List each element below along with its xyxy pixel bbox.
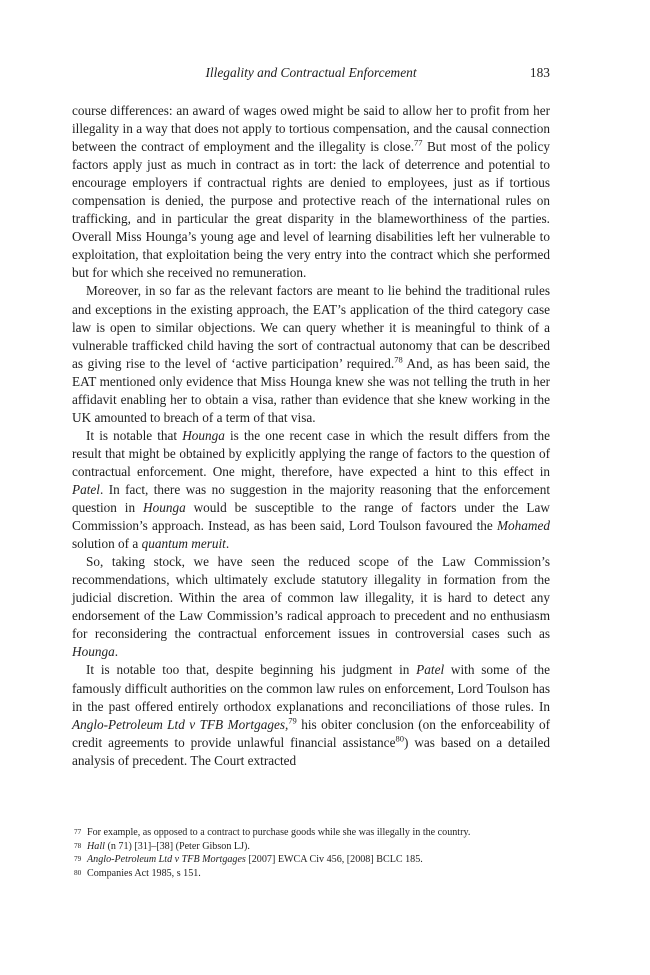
text-run: is the one recent case in which the result differs from the result that might be obtained by explicitly applying the range of factors to the question of contractual enforcement. One might, therefore, have expected a hint to this effect in <box>72 427 550 479</box>
text-run: his obiter conclusion (on the enforceability of credit agreements to provide unlawful financial assistance <box>72 716 550 750</box>
footnote <box>72 853 550 867</box>
italic-text: Anglo-Petroleum Ltd v TFB Mortgages <box>87 854 246 865</box>
italic-text: Hounga <box>143 500 186 516</box>
text-run: course differences: an award of wages owed might be said to allow her to profit from her illegality in a way that does not apply to tortious compensation, and the causal connection between the contract of employment and the illegality is close. <box>72 103 550 155</box>
text-run: , <box>284 716 289 732</box>
italic-text: Patel <box>72 481 100 497</box>
text-run: . <box>114 644 119 660</box>
text-run: But most of the policy factors apply just as much in contract as in tort: the lack of deterrence and potential to encourage employers if contractual rights are denied to employees, just as if tortious compensation is denied, the purpose and protective reach of the international rules on trafficking, and in particular the great disparity in the blameworthiness of the parties. Overall Miss Hounga’s young age and level of learning disabilities left her vulnerable to exploitation, that exploitation being the very entry into the contract which she performed but for which she received no remuneration. <box>72 139 550 281</box>
text-run: (n 71) [31]–[38] (Peter Gibson LJ). <box>104 840 250 852</box>
footnote <box>72 840 550 854</box>
footnotes <box>72 826 550 880</box>
italic-text: Hounga <box>72 644 115 660</box>
footnote-number: 78 <box>74 840 82 850</box>
footnote <box>72 826 550 840</box>
text-run: For example, as opposed to a contract to purchase goods while she was illegally in the country. <box>87 827 471 838</box>
footnote <box>72 867 550 881</box>
paragraph <box>72 553 550 661</box>
running-head-title: Illegality and Contractual Enforcement <box>205 65 417 80</box>
footnote-number: 80 <box>74 867 82 877</box>
footnote-reference: 80 <box>395 733 404 744</box>
text-run: Companies Act 1985, s 151. <box>87 867 201 879</box>
text-run: . <box>225 536 230 552</box>
body-text <box>72 102 550 770</box>
text-run: . In fact, there was no suggestion in the majority reasoning that the enforcement question in <box>72 481 550 516</box>
footnote-reference: 79 <box>288 715 297 726</box>
footnote-number: 77 <box>74 827 82 836</box>
running-head <box>72 65 550 85</box>
italic-text: Anglo-Petroleum Ltd v TFB Mortgages <box>72 716 285 732</box>
footnote-reference: 78 <box>394 354 403 365</box>
page-number: 183 <box>529 65 550 80</box>
italic-text: quantum meruit <box>141 536 226 552</box>
text-run: ) was based on a detailed analysis of precedent. The Court extracted <box>72 734 550 768</box>
footnote-reference: 77 <box>414 137 423 148</box>
italic-text: Hounga <box>182 427 225 443</box>
text-run: [2007] EWCA Civ 456, [2008] BCLC 185. <box>245 854 423 865</box>
footnote-number: 79 <box>74 854 82 863</box>
paragraph <box>72 661 550 769</box>
paragraph <box>72 282 550 426</box>
text-run: solution of a <box>72 536 142 552</box>
text-run: Moreover, in so far as the relevant factors are meant to lie behind the traditional rules and exceptions in the existing approach, the EAT’s application of the third category case law is open to similar objections. We can query whether it is meaningful to think of a vulnerable trafficked child having the sort of contractual autonomy that can be described as giving rise to the level of ‘active participation’ required. <box>72 283 550 371</box>
text-run: It is notable that <box>86 427 183 443</box>
text-run: It is notable too that, despite beginning his judgment in <box>86 662 417 678</box>
paragraph <box>72 102 550 282</box>
italic-text: Mohamed <box>497 518 550 534</box>
italic-text: Hall <box>87 840 105 852</box>
text-run: So, taking stock, we have seen the reduced scope of the Law Commission’s recommendations, which ultimately exclude statutory illegality in formation from the judicial discretion. Within the area of common law illegality, it is hard to detect any endorsement of the Law Commission’s radical approach to precedent and no enthusiasm for reconsidering the contractual enforcement issues in controversial cases such as <box>72 554 550 642</box>
text-run: And, as has been said, the EAT mentioned only evidence that Miss Hounga knew she was not telling the truth in her affidavit enabling her to obtain a visa, rather than evidence that she knew working in the UK amounted to breach of a term of that visa. <box>72 355 550 425</box>
text-run: with some of the famously difficult authorities on the common law rules on enforcement, Lord Toulson has in the past offered entirely orthodox explanations and reconciliations of those rules. In <box>72 662 551 714</box>
text-run: would be susceptible to the range of factors under the Law Commission’s approach. Instead, as has been said, Lord Toulson favoured the <box>72 500 550 534</box>
paragraph <box>72 427 550 553</box>
italic-text: Patel <box>416 662 445 678</box>
